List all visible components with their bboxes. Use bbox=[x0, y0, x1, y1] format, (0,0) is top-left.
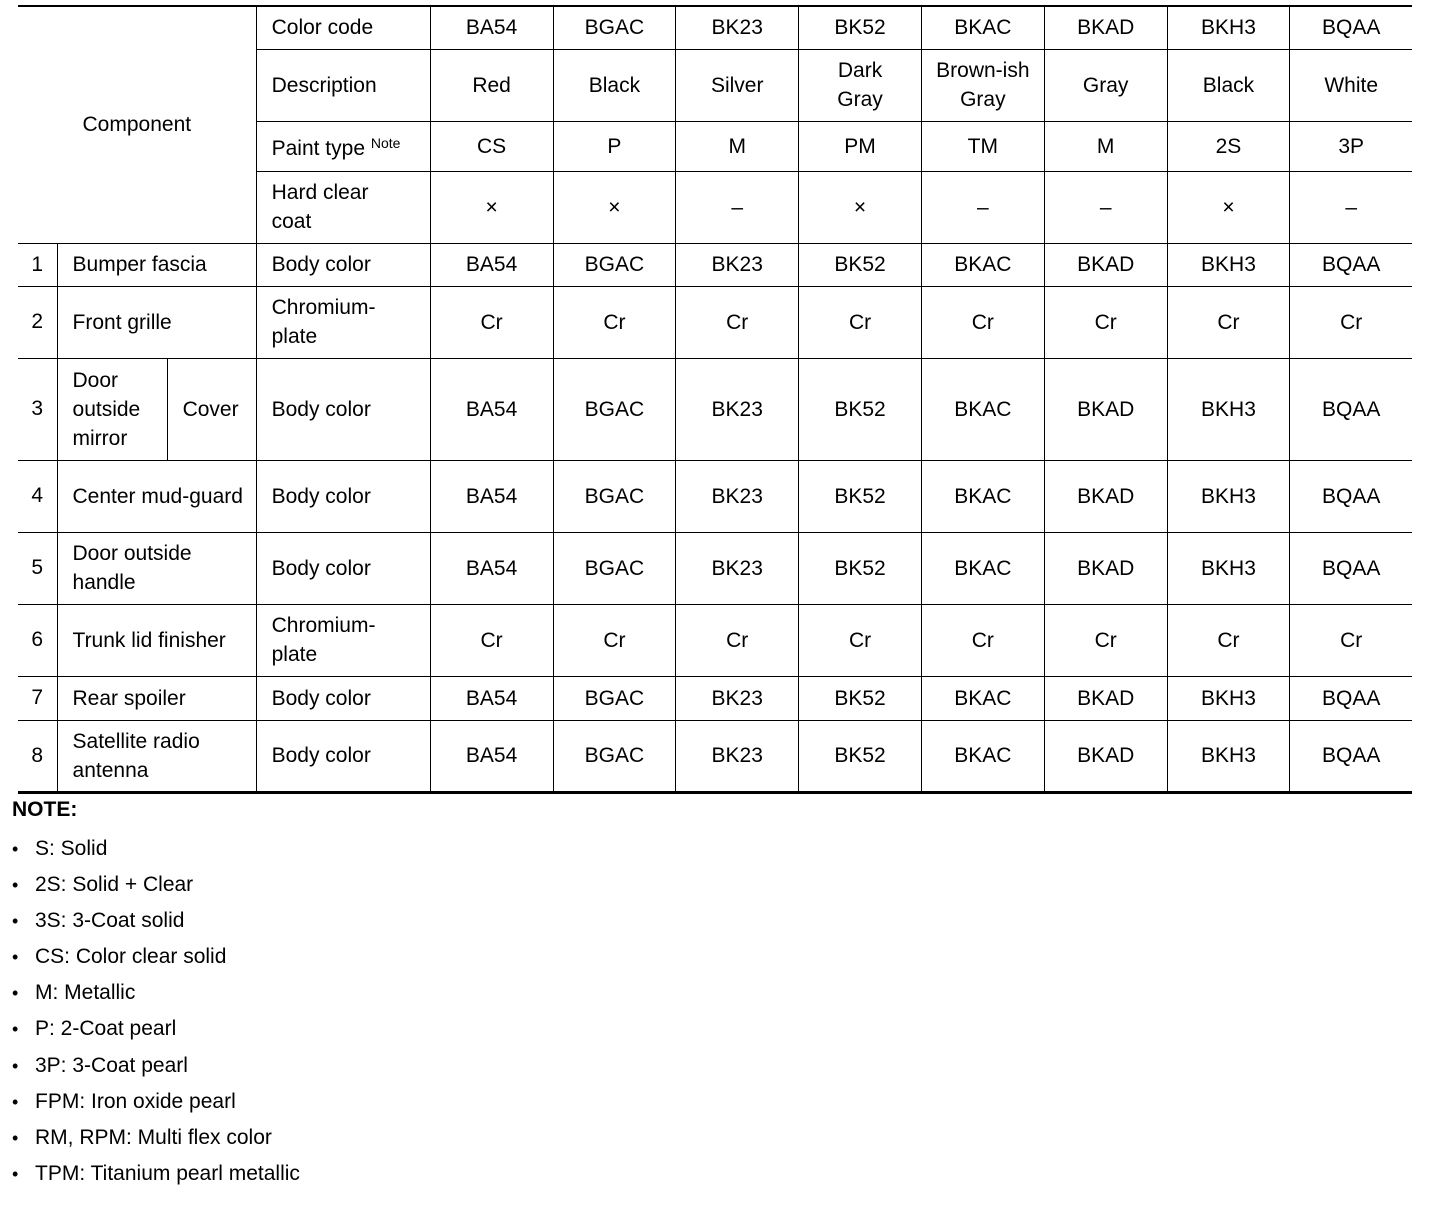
color-code-cell: BK52 bbox=[799, 6, 922, 49]
value-cell: Cr bbox=[1290, 286, 1412, 358]
paint-type-cell: CS bbox=[430, 121, 553, 171]
value-cell: BK23 bbox=[676, 460, 799, 532]
value-cell: BK52 bbox=[799, 358, 922, 460]
table-row bbox=[18, 358, 1412, 460]
color-code-label: Color code bbox=[256, 6, 430, 49]
note-item bbox=[12, 1048, 300, 1084]
value-cell: BKH3 bbox=[1167, 358, 1290, 460]
value-cell: Cr bbox=[676, 286, 799, 358]
value-cell: Cr bbox=[799, 286, 922, 358]
value-cell: BQAA bbox=[1290, 358, 1412, 460]
value-cell: BKH3 bbox=[1167, 676, 1290, 720]
note-title: NOTE: bbox=[12, 798, 78, 821]
value-cell: BKAD bbox=[1044, 460, 1167, 532]
color-code-cell: BKAD bbox=[1044, 6, 1167, 49]
color-code-cell: BKH3 bbox=[1167, 6, 1290, 49]
value-cell: BQAA bbox=[1290, 460, 1412, 532]
value-cell: Cr bbox=[1044, 604, 1167, 676]
value-cell: BGAC bbox=[553, 720, 676, 792]
bullet-icon: • bbox=[12, 839, 19, 859]
paint-type-cell: TM bbox=[921, 121, 1044, 171]
description-cell: Dark Gray bbox=[799, 49, 922, 121]
value-cell: BKAD bbox=[1044, 243, 1167, 286]
value-cell: BK52 bbox=[799, 460, 922, 532]
row-number: 3 bbox=[18, 358, 57, 460]
component-name: Bumper fascia bbox=[57, 243, 256, 286]
hard-clear-coat-cell: – bbox=[1290, 171, 1412, 243]
table-row bbox=[18, 460, 1412, 532]
value-cell: BGAC bbox=[553, 532, 676, 604]
description-cell: Black bbox=[1167, 49, 1290, 121]
value-cell: BKAD bbox=[1044, 676, 1167, 720]
value-cell: Cr bbox=[430, 604, 553, 676]
note-item-text: FPM: Iron oxide pearl bbox=[35, 1089, 236, 1113]
note-item bbox=[12, 831, 300, 867]
header-row-color-code bbox=[18, 6, 1412, 49]
component-name: Trunk lid finisher bbox=[57, 604, 256, 676]
description-cell: White bbox=[1290, 49, 1412, 121]
description-cell: Black bbox=[553, 49, 676, 121]
bullet-icon: • bbox=[12, 1163, 19, 1184]
note-item-text: P: 2-Coat pearl bbox=[35, 1017, 177, 1041]
value-cell: BK52 bbox=[799, 532, 922, 604]
value-cell: BK23 bbox=[676, 358, 799, 460]
component-name: Front grille bbox=[57, 286, 256, 358]
bullet-icon: • bbox=[12, 1055, 19, 1076]
paint-type-cell: 2S bbox=[1167, 121, 1290, 171]
note-section bbox=[12, 797, 300, 1192]
value-cell: BGAC bbox=[553, 676, 676, 720]
component-subpart: Cover bbox=[167, 358, 256, 460]
value-cell: BA54 bbox=[430, 676, 553, 720]
note-item bbox=[12, 1011, 300, 1047]
value-cell: BA54 bbox=[430, 720, 553, 792]
value-cell: Cr bbox=[553, 286, 676, 358]
value-cell: Cr bbox=[1044, 286, 1167, 358]
value-cell: BKAC bbox=[921, 243, 1044, 286]
color-code-cell: BGAC bbox=[553, 6, 676, 49]
value-cell: Cr bbox=[799, 604, 922, 676]
bullet-icon: • bbox=[12, 911, 19, 932]
bullet-icon: • bbox=[12, 983, 19, 1004]
note-item-text: M: Metallic bbox=[35, 981, 136, 1005]
hard-clear-coat-cell: – bbox=[921, 171, 1044, 243]
table-row bbox=[18, 243, 1412, 286]
value-cell: Cr bbox=[921, 604, 1044, 676]
component-name: Satellite radio antenna bbox=[57, 720, 256, 792]
value-cell: Cr bbox=[553, 604, 676, 676]
finish-type: Chromium-plate bbox=[256, 604, 430, 676]
value-cell: BKH3 bbox=[1167, 460, 1290, 532]
row-number: 2 bbox=[18, 286, 57, 358]
value-cell: BGAC bbox=[553, 460, 676, 532]
table-row bbox=[18, 286, 1412, 358]
value-cell: Cr bbox=[430, 286, 553, 358]
value-cell: BKH3 bbox=[1167, 720, 1290, 792]
value-cell: Cr bbox=[921, 286, 1044, 358]
component-header: Component bbox=[18, 6, 256, 243]
value-cell: BA54 bbox=[430, 460, 553, 532]
value-cell: Cr bbox=[1167, 286, 1290, 358]
value-cell: BKAD bbox=[1044, 720, 1167, 792]
value-cell: BKAC bbox=[921, 358, 1044, 460]
value-cell: BK52 bbox=[799, 676, 922, 720]
note-item bbox=[12, 975, 300, 1011]
note-item-text: RM, RPM: Multi flex color bbox=[35, 1125, 272, 1149]
value-cell: BK52 bbox=[799, 720, 922, 792]
note-item-text: TPM: Titanium pearl metallic bbox=[35, 1161, 300, 1185]
row-number: 7 bbox=[18, 676, 57, 720]
value-cell: BA54 bbox=[430, 532, 553, 604]
value-cell: BQAA bbox=[1290, 532, 1412, 604]
paint-type-cell: PM bbox=[799, 121, 922, 171]
hard-clear-coat-cell: × bbox=[430, 171, 553, 243]
hard-clear-coat-cell: × bbox=[1167, 171, 1290, 243]
value-cell: Cr bbox=[1290, 604, 1412, 676]
note-item bbox=[12, 939, 300, 975]
description-cell: Brown-ish Gray bbox=[921, 49, 1044, 121]
note-item bbox=[12, 1156, 300, 1192]
value-cell: Cr bbox=[1167, 604, 1290, 676]
bullet-icon: • bbox=[12, 947, 19, 968]
value-cell: BKAC bbox=[921, 460, 1044, 532]
paint-type-text: Paint type bbox=[271, 137, 366, 160]
hard-clear-coat-label: Hard clear coat bbox=[256, 171, 430, 243]
paint-type-cell: P bbox=[553, 121, 676, 171]
component-name: Door outside handle bbox=[57, 532, 256, 604]
finish-type: Body color bbox=[256, 460, 430, 532]
note-item-text: 3S: 3-Coat solid bbox=[35, 909, 185, 933]
row-number: 5 bbox=[18, 532, 57, 604]
value-cell: BKAD bbox=[1044, 532, 1167, 604]
note-item-text: S: Solid bbox=[35, 837, 108, 860]
value-cell: BKH3 bbox=[1167, 532, 1290, 604]
bullet-icon: • bbox=[12, 875, 19, 896]
value-cell: BQAA bbox=[1290, 676, 1412, 720]
value-cell: BGAC bbox=[553, 358, 676, 460]
note-item bbox=[12, 903, 300, 939]
finish-type: Body color bbox=[256, 676, 430, 720]
value-cell: BK23 bbox=[676, 243, 799, 286]
paint-type-cell: M bbox=[676, 121, 799, 171]
color-code-cell: BKAC bbox=[921, 6, 1044, 49]
finish-type: Chromium-plate bbox=[256, 286, 430, 358]
value-cell: BK52 bbox=[799, 243, 922, 286]
hard-clear-coat-cell: – bbox=[676, 171, 799, 243]
bullet-icon: • bbox=[12, 1127, 19, 1148]
paint-color-table bbox=[18, 5, 1412, 794]
finish-type: Body color bbox=[256, 358, 430, 460]
note-item-text: CS: Color clear solid bbox=[35, 945, 227, 969]
value-cell: BKAD bbox=[1044, 358, 1167, 460]
paint-type-cell: M bbox=[1044, 121, 1167, 171]
note-item bbox=[12, 1120, 300, 1156]
component-name: Door outside mirror bbox=[57, 358, 167, 460]
note-item-text: 2S: Solid + Clear bbox=[35, 873, 194, 897]
value-cell: BKAC bbox=[921, 720, 1044, 792]
finish-type: Body color bbox=[256, 720, 430, 792]
hard-clear-coat-cell: – bbox=[1044, 171, 1167, 243]
description-label: Description bbox=[256, 49, 430, 121]
hard-clear-coat-cell: × bbox=[553, 171, 676, 243]
note-item bbox=[12, 867, 300, 903]
table-row bbox=[18, 676, 1412, 720]
component-name: Center mud-guard bbox=[57, 460, 256, 532]
value-cell: Cr bbox=[676, 604, 799, 676]
bullet-icon: • bbox=[12, 1019, 19, 1040]
value-cell: BKAC bbox=[921, 532, 1044, 604]
row-number: 1 bbox=[18, 243, 57, 286]
value-cell: BKAC bbox=[921, 676, 1044, 720]
value-cell: BA54 bbox=[430, 358, 553, 460]
value-cell: BGAC bbox=[553, 243, 676, 286]
note-list bbox=[12, 831, 300, 1192]
finish-type: Body color bbox=[256, 532, 430, 604]
bullet-icon: • bbox=[12, 1091, 19, 1112]
table-row bbox=[18, 604, 1412, 676]
value-cell: BQAA bbox=[1290, 720, 1412, 792]
note-item-text: 3P: 3-Coat pearl bbox=[35, 1053, 188, 1077]
row-number: 6 bbox=[18, 604, 57, 676]
value-cell: BA54 bbox=[430, 243, 553, 286]
note-item bbox=[12, 1084, 300, 1120]
description-cell: Silver bbox=[676, 49, 799, 121]
paint-type-note-ref: Note bbox=[370, 135, 401, 151]
finish-type: Body color bbox=[256, 243, 430, 286]
row-number: 8 bbox=[18, 720, 57, 792]
value-cell: BK23 bbox=[676, 720, 799, 792]
paint-type-cell: 3P bbox=[1290, 121, 1412, 171]
row-number: 4 bbox=[18, 460, 57, 532]
value-cell: BKH3 bbox=[1167, 243, 1290, 286]
color-code-cell: BA54 bbox=[430, 6, 553, 49]
description-cell: Red bbox=[430, 49, 553, 121]
value-cell: BQAA bbox=[1290, 243, 1412, 286]
hard-clear-coat-cell: × bbox=[799, 171, 922, 243]
table-row bbox=[18, 720, 1412, 792]
description-cell: Gray bbox=[1044, 49, 1167, 121]
value-cell: BK23 bbox=[676, 532, 799, 604]
component-name: Rear spoiler bbox=[57, 676, 256, 720]
color-code-cell: BK23 bbox=[676, 6, 799, 49]
table-row bbox=[18, 532, 1412, 604]
color-code-cell: BQAA bbox=[1290, 6, 1412, 49]
value-cell: BK23 bbox=[676, 676, 799, 720]
paint-type-label bbox=[256, 121, 430, 171]
